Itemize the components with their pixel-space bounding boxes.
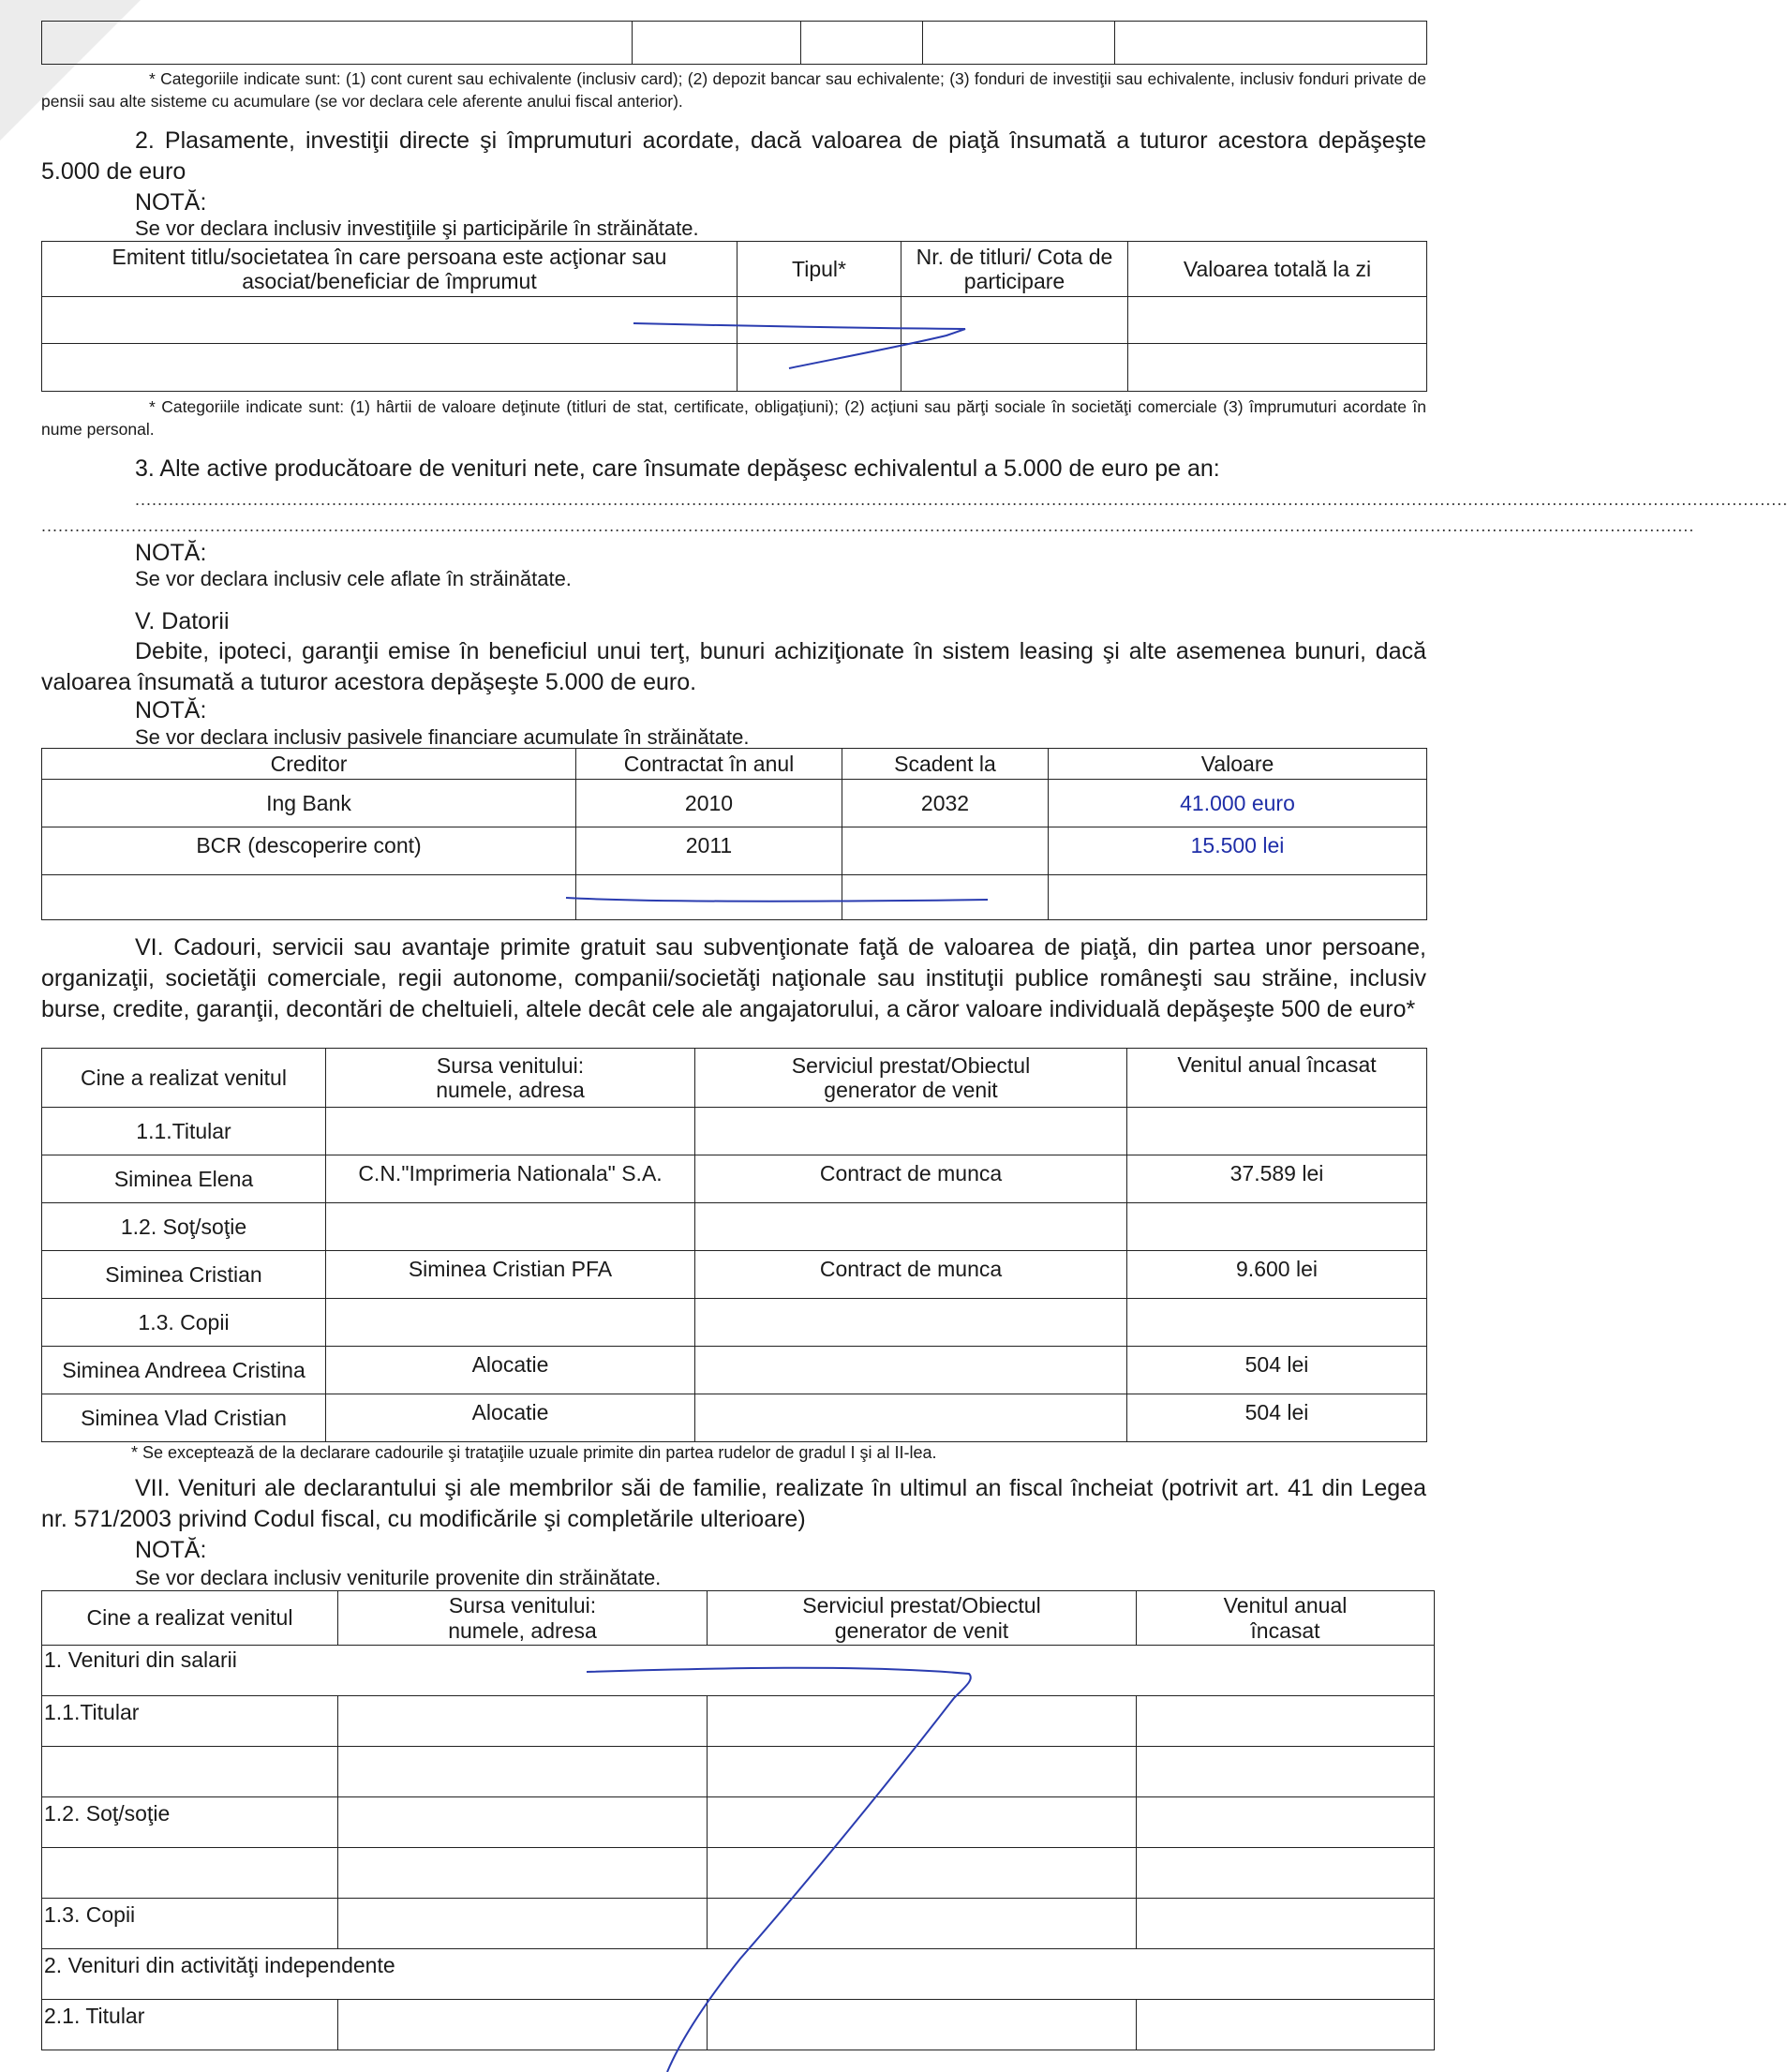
cell-source: C.N."Imprimeria Nationala" S.A.	[326, 1155, 695, 1203]
top-footnote: * Categoriile indicate sunt: (1) cont curent sau echivalente (inclusiv card); (2) depozit bancar sau echivalente; (3) fonduri de investiţii sau echivalente, inclusiv fonduri private de pensii sau alte sisteme cu acumulare (se vor declara cele aferente anului fiscal anterior).	[41, 69, 1426, 111]
cell-value: 41.000 euro	[1049, 780, 1427, 827]
section-vii-text: VII. Venituri ale declarantului şi ale membrilor săi de familie, realizate în ultimul an fiscal încheiat (potrivit art. 41 din Legea nr. 571/2003 privind Codul fiscal, cu modificările şi completările ulterioare)	[41, 1475, 1426, 1532]
col-header-venitul: Venitul anual încasat	[1137, 1591, 1435, 1646]
section-vi-footnote: * Se exceptează de la declarare cadourile şi trataţiile uzuale primite din partea rudelor de gradul I şi al II-lea.	[131, 1443, 937, 1462]
cell-value: 15.500 lei	[1049, 827, 1427, 875]
cell-who: 1.3. Copii	[42, 1299, 326, 1347]
section-vii-nota: NOTĂ:	[135, 1537, 207, 1563]
cell-income: 37.589 lei	[1127, 1155, 1427, 1203]
row-label: 2. Venituri din activităţi independente	[42, 1949, 1435, 2000]
cell-who: 1.1.Titular	[42, 1108, 326, 1155]
section-3-note: Se vor declara inclusiv cele aflate în străinătate.	[135, 567, 572, 590]
col-header-cine: Cine a realizat venitul	[42, 1591, 338, 1646]
section-v-text: Debite, ipoteci, garanţii emise în beneficiul unui terţ, bunuri achiziţionate în sistem leasing şi alte asemenea bunuri, dacă valoarea însumată a tuturor acestora depăşeşte 5.000 de euro.	[41, 638, 1426, 695]
strike-mark-income	[587, 1668, 971, 2072]
cell-source: Alocatie	[326, 1347, 695, 1394]
col-header-serviciul: Serviciul prestat/Obiectul generator de venit	[695, 1049, 1127, 1108]
col-header-tipul: Tipul*	[738, 242, 901, 297]
cell-income: 9.600 lei	[1127, 1251, 1427, 1299]
cell-who: Siminea Andreea Cristina	[42, 1347, 326, 1394]
col-header-creditor: Creditor	[42, 749, 576, 780]
row-label: 1.3. Copii	[42, 1899, 338, 1949]
section-vi-text: VI. Cadouri, servicii sau avantaje primite gratuit sau subvenţionate faţă de valoarea de piaţă, din partea unor persoane, organizaţii, societăţii comerciale, regii autonome, companii/societăţi naţionale sau instituţii publice româneşti sau străine, inclusiv burse, credite, garanţii, decontări de cheltuieli, altele decât cele ale angajatorului, a căror valoare individuală depăşeşte 500 de euro*	[41, 934, 1426, 1022]
section-v-note: Se vor declara inclusiv pasivele financiare acumulate în străinătate.	[135, 725, 750, 749]
dotted-line-1: ......................................................................................................................................................................................................................................................................................................	[135, 490, 1788, 509]
section-2-note: Se vor declara inclusiv investiţiile şi participările în străinătate.	[135, 216, 699, 240]
col-header-serviciul: Serviciul prestat/Obiectul generator de venit	[708, 1591, 1137, 1646]
col-header-scadent: Scadent la	[842, 749, 1049, 780]
section-2-footnote: * Categoriile indicate sunt: (1) hârtii de valoare deţinute (titluri de stat, certificate, obligaţiuni); (2) acţiuni sau părţi sociale în societăţi comerciale (3) împrumuturi acordate în nume personal.	[41, 397, 1426, 439]
cell-service: Contract de munca	[695, 1155, 1127, 1203]
strike-mark-debts	[566, 898, 988, 902]
section-2-nota: NOTĂ:	[135, 189, 207, 216]
cell-service: Contract de munca	[695, 1251, 1127, 1299]
cell-income: 504 lei	[1127, 1347, 1427, 1394]
section-3-nota: NOTĂ:	[135, 540, 207, 566]
cell-who: Siminea Cristian	[42, 1251, 326, 1299]
cell-source: Siminea Cristian PFA	[326, 1251, 695, 1299]
section-3-heading: 3. Alte active producătoare de venituri nete, care însumate depăşesc echivalentul a 5.000 de euro pe an:	[135, 455, 1220, 482]
cell-who: Siminea Vlad Cristian	[42, 1394, 326, 1442]
col-header-cine: Cine a realizat venitul	[42, 1049, 326, 1108]
cell-year: 2011	[576, 827, 842, 875]
cell-who: Siminea Elena	[42, 1155, 326, 1203]
cell-creditor: Ing Bank	[42, 780, 576, 827]
col-header-sursa: Sursa venitului: numele, adresa	[326, 1049, 695, 1108]
col-header-venitul: Venitul anual încasat	[1127, 1049, 1427, 1108]
cell-source: Alocatie	[326, 1394, 695, 1442]
col-header-contractat: Contractat în anul	[576, 749, 842, 780]
cell-year: 2010	[576, 780, 842, 827]
section-v-title: V. Datorii	[135, 608, 230, 634]
dotted-line-2: ......................................................................................................................................................................................................................................................................................................	[41, 516, 1695, 535]
cell-due: 2032	[842, 780, 1049, 827]
cell-who: 1.2. Soţ/soţie	[42, 1203, 326, 1251]
col-header-sursa: Sursa venitului: numele, adresa	[338, 1591, 708, 1646]
section-vii-note: Se vor declara inclusiv veniturile provenite din străinătate.	[135, 1566, 662, 1589]
col-header-nr-titluri: Nr. de titluri/ Cota de participare	[901, 242, 1128, 297]
row-label: 1. Venituri din salarii	[42, 1646, 1435, 1696]
col-header-emitent: Emitent titlu/societatea în care persoana este acţionar sau asociat/beneficiar de împrumut	[42, 242, 738, 297]
cell-income: 504 lei	[1127, 1394, 1427, 1442]
strike-mark-investments	[633, 323, 965, 368]
col-header-valoare: Valoare	[1049, 749, 1427, 780]
section-v-nota: NOTĂ:	[135, 697, 207, 723]
cell-creditor: BCR (descoperire cont)	[42, 827, 576, 875]
col-header-valoarea: Valoarea totală la zi	[1128, 242, 1427, 297]
row-label: 1.2. Soţ/soţie	[42, 1797, 338, 1848]
section-2-heading: 2. Plasamente, investiţii directe şi împrumuturi acordate, dacă valoarea de piaţă însumată a tuturor acestora depăşeşte 5.000 de euro	[41, 127, 1426, 185]
row-label: 2.1. Titular	[42, 2000, 338, 2050]
row-label: 1.1.Titular	[42, 1696, 338, 1747]
